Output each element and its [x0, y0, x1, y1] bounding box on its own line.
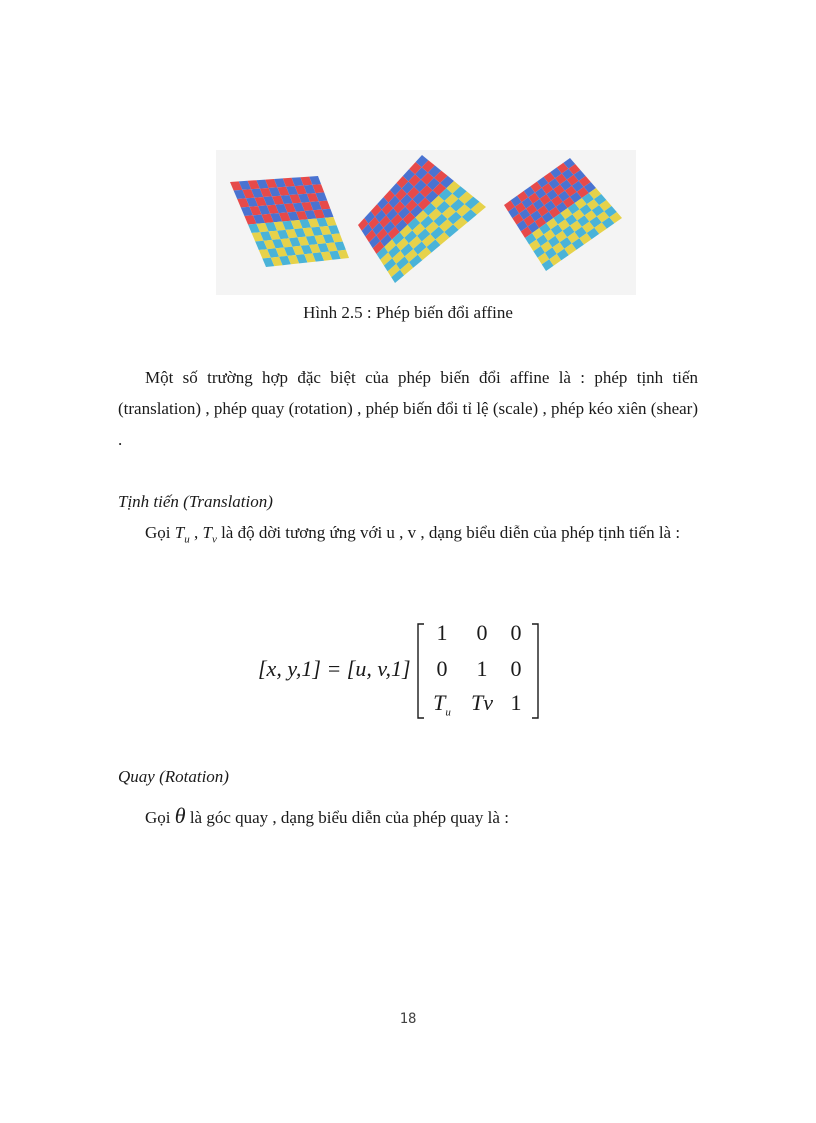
translation-equation [258, 618, 558, 723]
matrix-cell-r3c2: Tv [471, 690, 493, 715]
rotation-text-end: là góc quay , dạng biểu diễn của phép quay là : [185, 808, 509, 827]
matrix-tu-symbol: T [433, 690, 446, 715]
rotation-text-start: Gọi [145, 808, 175, 827]
tv-symbol: T [202, 523, 212, 542]
matrix-cell-r1c1: 1 [436, 620, 448, 645]
heading-translation: Tịnh tiến (Translation) [118, 492, 273, 511]
matrix-tu-subscript: u [445, 706, 451, 719]
matrix-cell-r1c3: 0 [510, 620, 522, 645]
tv-subscript: v [211, 533, 217, 546]
figure-image [216, 150, 636, 295]
matrix-cell-r2c1: 0 [436, 656, 448, 681]
heading-rotation: Quay (Rotation) [118, 767, 229, 786]
matrix-cell-r3c1 [422, 690, 462, 718]
translation-text-end: là độ dời tương ứng với u , v , dạng biểu diễn của phép tịnh tiến là : [216, 523, 681, 542]
figure-affine-checkerboards [216, 150, 636, 295]
equation-lhs: [x, y,1] = [u, v,1] [258, 656, 411, 681]
translation-text-start: Gọi [145, 523, 175, 542]
page-number: 18 [399, 1011, 417, 1027]
theta-symbol: θ [174, 803, 186, 828]
matrix-cell-r2c2: 1 [476, 656, 488, 681]
intro-paragraph: Một số trường hợp đặc biệt của phép biến đổi affine là : phép tịnh tiến (translation) , phép quay (rotation) , phép biến đổi tỉ lệ (scale) , phép kéo xiên (shear) . [118, 368, 698, 449]
tu-subscript: u [184, 533, 190, 546]
rotation-paragraph [118, 800, 698, 833]
tu-symbol: T [174, 523, 185, 542]
figure-caption: Hình 2.5 : Phép biến đổi affine [303, 303, 513, 322]
matrix-cell-r3c3: 1 [510, 690, 522, 715]
translation-paragraph [118, 517, 698, 555]
symbol-separator: , [189, 523, 203, 542]
matrix-cell-r1c2: 0 [476, 620, 488, 645]
matrix-cell-r2c3: 0 [510, 656, 522, 681]
